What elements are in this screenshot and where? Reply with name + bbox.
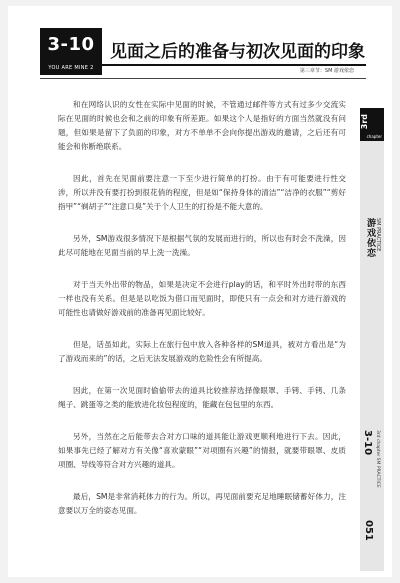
chapter-tab-number: 3rd xyxy=(360,114,369,130)
series-label: YOU ARE MINE 2 xyxy=(48,65,94,71)
side-section-title: 游戏依恋 xyxy=(365,218,375,258)
title-underline xyxy=(102,64,366,66)
header-divider xyxy=(40,78,366,79)
paragraph-6: 因此，在第一次见面时偷偷带去的道具比较推荐选择像眼罩、手铐、手铐、几条绳子、跳蛋等之类的能放进化妆包程度的，能藏在包包里的东西。 xyxy=(58,386,346,409)
side-band xyxy=(360,141,384,571)
paragraph-2: 因此，首先在见面前要注意一下至少进行简单的打扮。由于有可能要进行性交涉，所以并没有要打扮到很花俏的程度，但是如“保持身体的清洁”“洁净的衣服”“剪好指甲”“剃胡子”“注意口臭”关于个人卫生的打扮是不能大意的。 xyxy=(58,174,346,211)
paragraph-3: 另外，SM游戏很多情况下是根据气氛的发展而进行的，所以也有时会不洗澡，因此尽可能地在见面当前的早上洗一洗澡。 xyxy=(58,234,346,257)
paragraph-1: 和在网络认识的女性在实际中见面的时候，不管通过邮件等方式有过多少交流实际在见面的时候也会和之前的印象有所差距。如果这个人是指好的方面当然就没有问题，但如果是留下了负面的印象，对方不单单不会向你提出游戏的邀请，之后还有可能会和你断绝联系。 xyxy=(58,100,346,151)
chapter-label: 第三章节：SM 游戏依恋 xyxy=(299,68,354,74)
page-title: 见面之后的准备与初次见面的印象 xyxy=(110,42,365,62)
paragraph-7: 另外，当然在之后能带去合对方口味的道具能让游戏更顺利地进行下去。因此，如果事先已经了解对方有关像“喜欢蒙眼”“对项圈有兴趣”的情报，就要带眼罩、皮质项圈、导线等符合对方兴趣的道具。 xyxy=(58,432,346,469)
section-badge xyxy=(40,28,102,75)
paragraph-8: 最后，SM是非常消耗体力的行为。所以，再见面前要充足地睡眠储蓄好体力，注意要以万全的姿态见面。 xyxy=(58,492,346,515)
chapter-tab-sub: chapter xyxy=(366,134,382,139)
side-page-section: 3-10 xyxy=(362,430,373,456)
page-number: 051 xyxy=(363,520,374,541)
chapter-tab xyxy=(360,108,384,141)
paragraph-5: 但是，话虽如此，实际上在旅行包中放入各种各样的SM道具，被对方看出是“为了游戏而来的”的话，之后无法发展游戏的危险性会有所提高。 xyxy=(58,340,346,363)
section-number: 3-10 xyxy=(47,34,95,55)
side-section-subtitle: SM PRACTICE xyxy=(375,218,381,252)
paragraph-4: 对于当天外出带的物品，如果是决定不会进行play的话，和平时外出时带的东西一样也没有关系。但是是以吃饭为借口而见面时，即使只有一点会和对方进行游戏的可能性也请做好游戏前的准备再见面比较好。 xyxy=(58,280,346,317)
article-body xyxy=(58,98,346,536)
side-page-label: 3rd chapter SM PRACTICE xyxy=(375,430,380,488)
